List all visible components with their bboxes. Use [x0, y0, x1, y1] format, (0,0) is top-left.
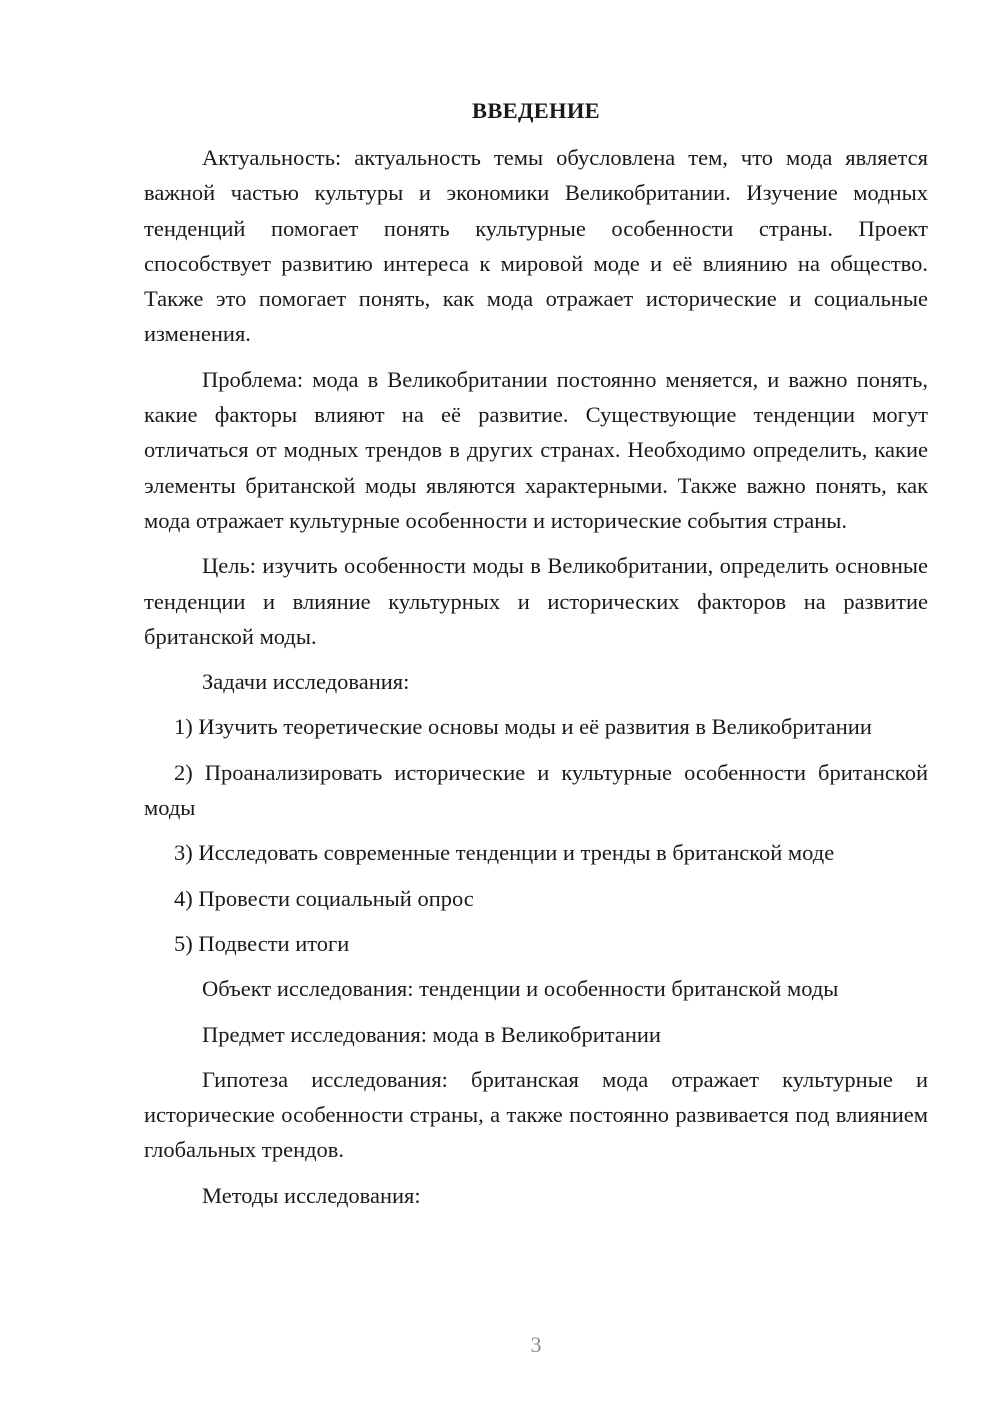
relevance-paragraph: Актуальность: актуальность темы обусловлена тем, что мода является важной частью культуры и экономики Великобритании. Изучение модных тенденций помогает понять культурные особенности страны. Проект способствует развитию интереса к мировой моде и её влиянию на общество. Также это помогает понять, как мода отражает исторические и социальные изменения. — [144, 145, 928, 347]
methods-heading: Методы исследования: — [202, 1182, 421, 1208]
page-number: 3 — [530, 1332, 542, 1357]
object-paragraph: Объект исследования: тенденции и особенности британской моды — [202, 976, 839, 1002]
task-item-4: 4) Провести социальный опрос — [174, 885, 474, 911]
problem-paragraph: Проблема: мода в Великобритании постоянно меняется, и важно понять, какие факторы влияют на её развитие. Существующие тенденции могут отличаться от модных трендов в других странах. Необходимо определить, какие элементы британской моды являются характерными. Также важно понять, как мода отражает культурные особенности и исторические события страны. — [144, 366, 928, 533]
hypothesis-paragraph: Гипотеза исследования: британская мода отражает культурные и исторические особенности страны, а также постоянно развивается под влиянием глобальных трендов. — [144, 1066, 928, 1163]
tasks-heading: Задачи исследования: — [202, 669, 410, 695]
subject-paragraph: Предмет исследования: мода в Великобритании — [202, 1021, 661, 1047]
page-content — [144, 96, 928, 1223]
task-item-1: 1) Изучить теоретические основы моды и её развития в Великобритании — [174, 714, 872, 740]
page-title: ВВЕДЕНИЕ — [472, 98, 600, 123]
task-item-5: 5) Подвести итоги — [174, 930, 350, 956]
task-item-2: 2) Проанализировать исторические и культурные особенности британской моды — [144, 759, 928, 821]
task-item-3: 3) Исследовать современные тенденции и тренды в британской моде — [174, 840, 835, 866]
goal-paragraph: Цель: изучить особенности моды в Великобритании, определить основные тенденции и влияние культурных и исторических факторов на развитие британской моды. — [144, 553, 928, 649]
